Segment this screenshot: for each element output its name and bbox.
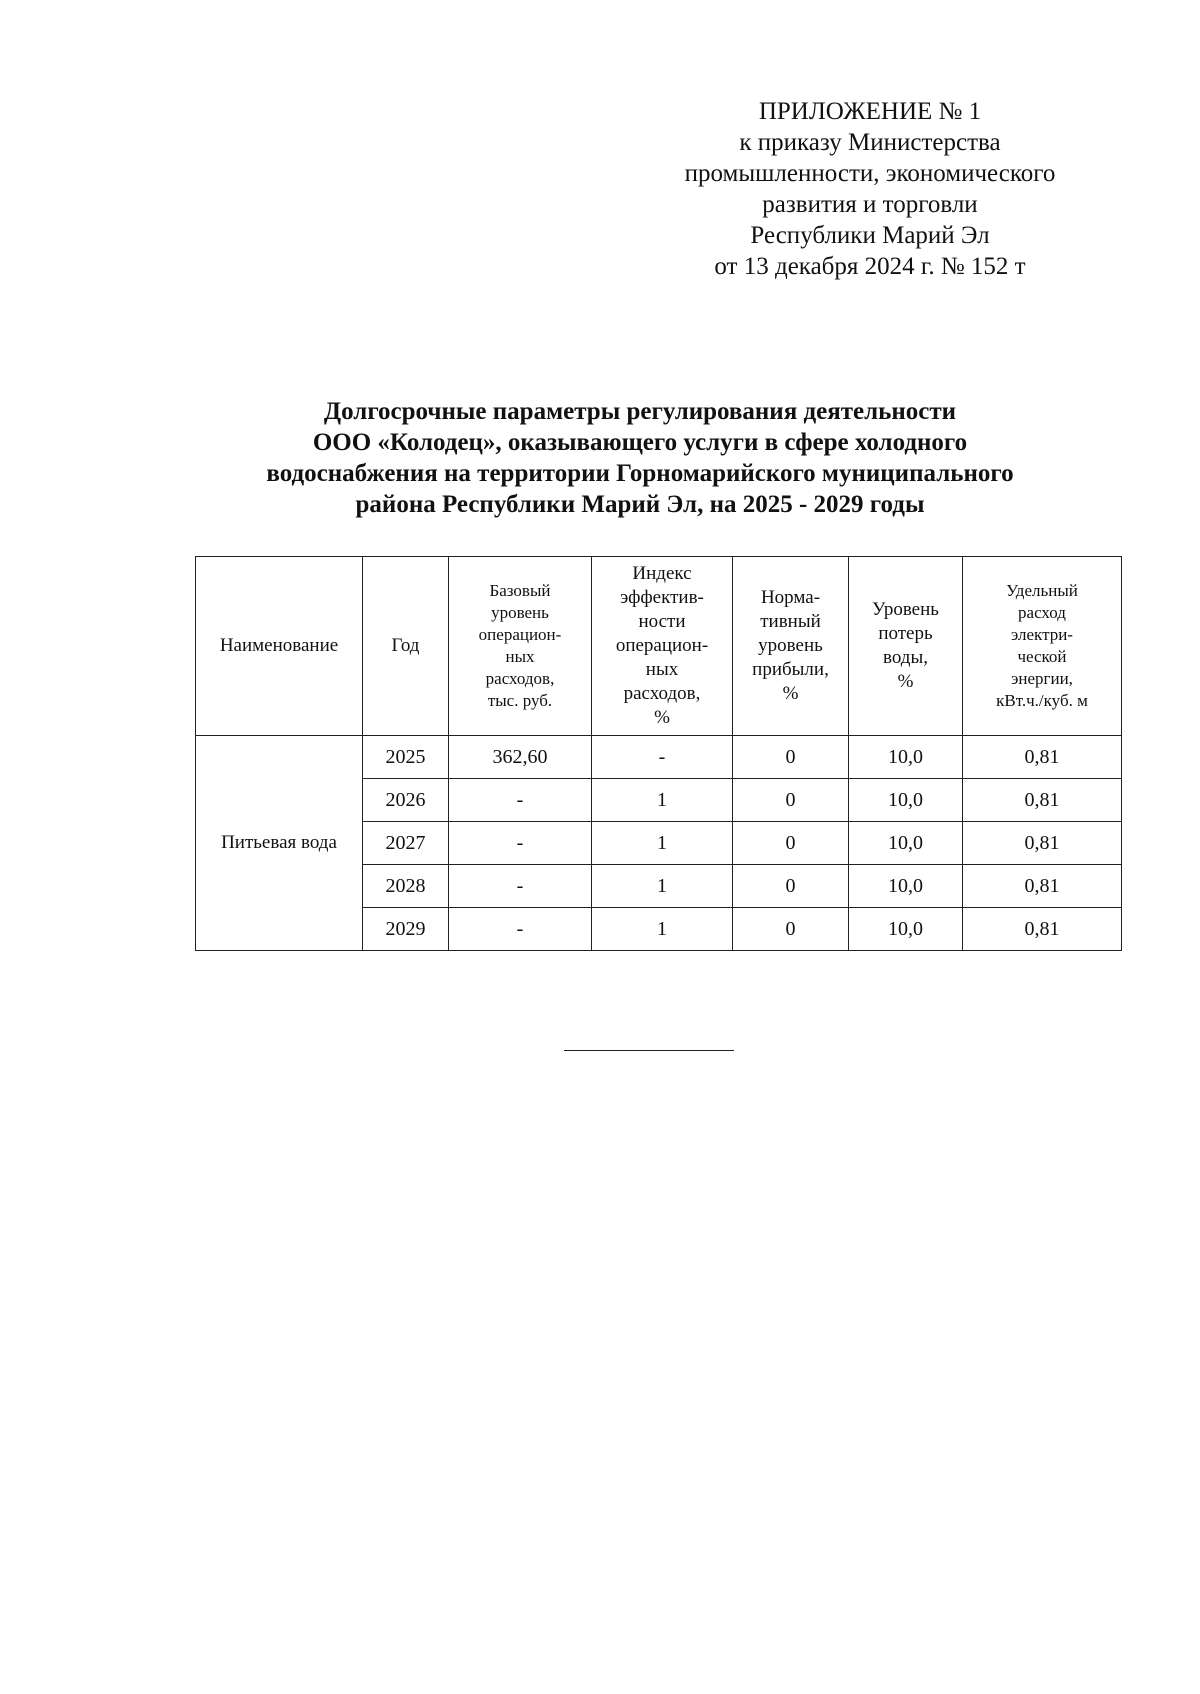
profit-level-cell: 0 [733,736,849,779]
base-opex-cell: - [449,865,592,908]
document-title-line-1: Долгосрочные параметры регулирования деятельности [323,398,957,425]
year-cell: 2028 [363,865,449,908]
column-header-energy-consumption: Удельный расход электри- ческой энергии, кВт.ч./куб. м [963,557,1122,736]
parameters-table [195,556,1122,951]
efficiency-index-cell: - [592,736,733,779]
energy-consumption-cell: 0,81 [963,865,1122,908]
efficiency-index-cell: 1 [592,908,733,951]
table-header-row [196,557,1122,736]
document-title-line-2: ООО «Колодец», оказывающего услуги в сфере холодного [312,429,968,456]
appendix-number: ПРИЛОЖЕНИЕ № 1 [758,98,982,125]
appendix-ministry-line-1: промышленности, экономического [684,160,1056,187]
year-cell: 2029 [363,908,449,951]
water-loss-cell: 10,0 [849,822,963,865]
document-title [160,396,1120,520]
document-title-line-4: района Республики Марий Эл, на 2025 - 2029 годы [355,491,925,518]
energy-consumption-cell: 0,81 [963,736,1122,779]
year-cell: 2027 [363,822,449,865]
appendix-order-ref: к приказу Министерства [739,129,1001,156]
water-loss-cell: 10,0 [849,908,963,951]
base-opex-cell: - [449,822,592,865]
base-opex-cell: - [449,908,592,951]
column-header-name: Наименование [196,557,363,736]
appendix-header [630,96,1110,282]
group-name-cell: Питьевая вода [196,736,363,951]
efficiency-index-cell: 1 [592,865,733,908]
water-loss-cell: 10,0 [849,736,963,779]
column-header-year: Год [363,557,449,736]
efficiency-index-cell: 1 [592,779,733,822]
efficiency-index-cell: 1 [592,822,733,865]
year-cell: 2025 [363,736,449,779]
water-loss-cell: 10,0 [849,865,963,908]
end-separator-line [564,1050,734,1051]
appendix-republic: Республики Марий Эл [750,222,990,249]
year-cell: 2026 [363,779,449,822]
column-header-efficiency-index: Индекс эффектив- ности операцион- ных расходов, % [592,557,733,736]
document-title-line-3: водоснабжения на территории Горномарийского муниципального [266,460,1014,487]
column-header-water-loss: Уровень потерь воды, % [849,557,963,736]
water-loss-cell: 10,0 [849,779,963,822]
profit-level-cell: 0 [733,779,849,822]
appendix-date-number: от 13 декабря 2024 г. № 152 т [714,253,1026,280]
column-header-profit-level: Норма- тивный уровень прибыли, % [733,557,849,736]
energy-consumption-cell: 0,81 [963,822,1122,865]
profit-level-cell: 0 [733,822,849,865]
profit-level-cell: 0 [733,865,849,908]
energy-consumption-cell: 0,81 [963,779,1122,822]
base-opex-cell: - [449,779,592,822]
appendix-ministry-line-2: развития и торговли [762,191,978,218]
base-opex-cell: 362,60 [449,736,592,779]
table-row [196,736,1122,779]
energy-consumption-cell: 0,81 [963,908,1122,951]
profit-level-cell: 0 [733,908,849,951]
column-header-base-opex: Базовый уровень операцион- ных расходов, тыс. руб. [449,557,592,736]
